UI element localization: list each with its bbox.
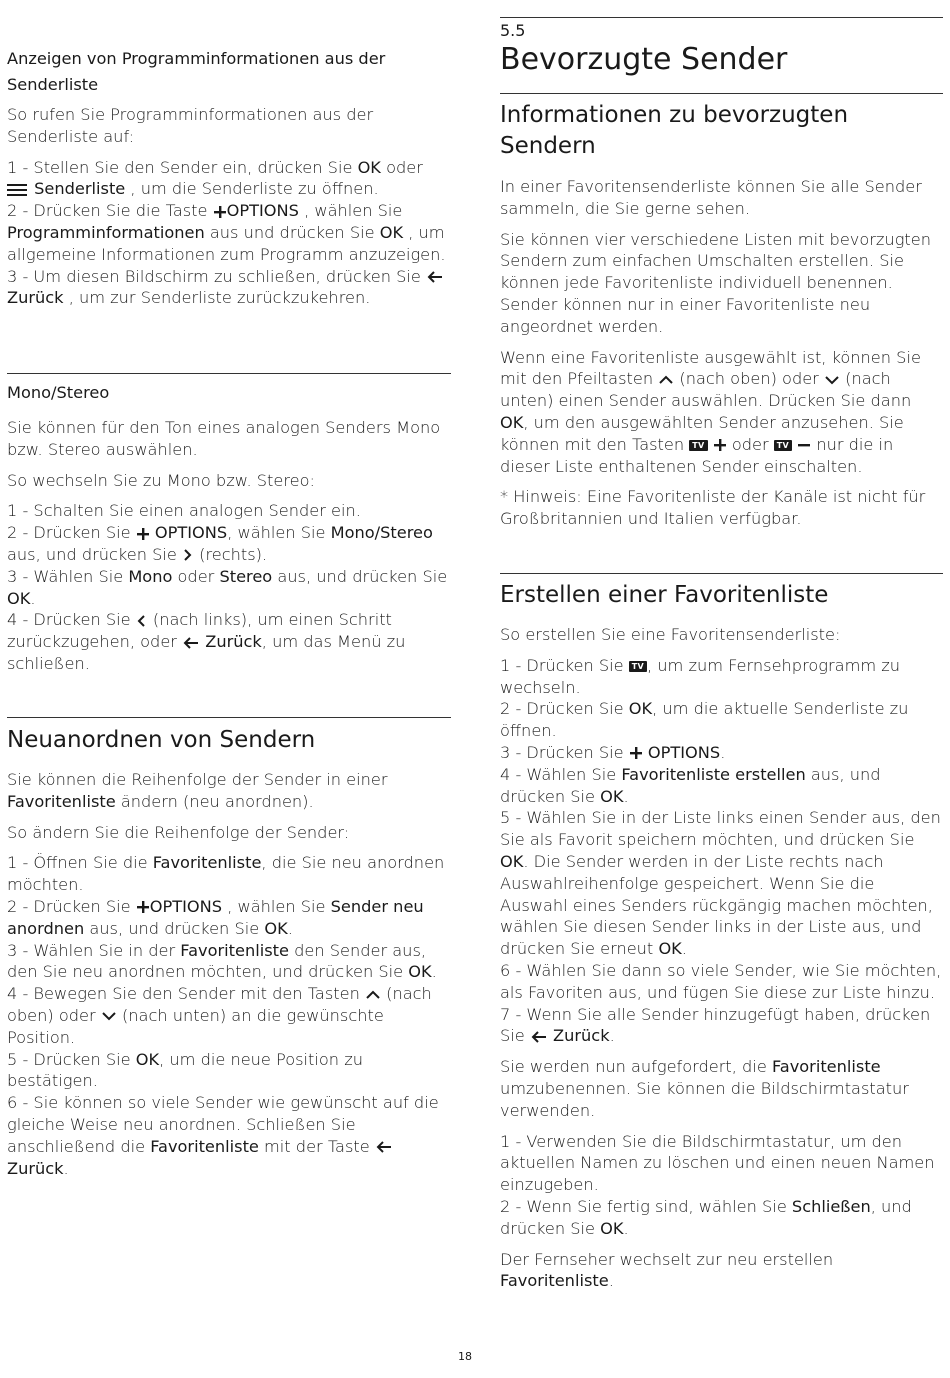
- chevron-right-icon: [182, 548, 194, 562]
- divider: [500, 93, 943, 94]
- text: .: [623, 786, 629, 806]
- text: 5 - Drücken Sie: [7, 1049, 136, 1069]
- minus-icon: [797, 438, 811, 452]
- ok-key: OK: [500, 851, 524, 871]
- reorder-steps: [7, 852, 451, 1179]
- text: (nach oben) oder: [674, 369, 824, 389]
- text: . Die Sender werden in der Liste rechts nach Auswahlreihenfolge gespeichert. Wenn Sie die Auswahl eines Senders rückgängig machen möchten, wählen Sie diesen Sender links in der Liste aus, und drücken Sie erneut: [500, 851, 933, 959]
- back-arrow-icon: [426, 270, 444, 284]
- text: , und drücken Sie: [500, 1196, 912, 1238]
- plus-icon: [213, 205, 227, 219]
- text: den Sender aus, den Sie neu anordnen möchten, und drücken Sie: [7, 940, 427, 982]
- text: aus, und drücken Sie: [500, 764, 881, 806]
- text: aus, und drücken Sie: [84, 918, 265, 938]
- ok-key: OK: [408, 962, 432, 982]
- text: , wählen Sie: [298, 201, 403, 221]
- prog-info-intro: So rufen Sie Programminformationen aus der Senderliste auf:: [7, 105, 374, 146]
- text: 4 - Drücken Sie: [7, 610, 136, 630]
- text: 4 - Bewegen Sie den Sender mit den Tasten: [7, 984, 365, 1004]
- text: oder: [380, 157, 423, 177]
- sender-neu-anordnen-label: Sender neu anordnen: [7, 896, 424, 938]
- back-arrow-icon: [182, 636, 200, 650]
- text: aus, und drücken Sie: [272, 566, 448, 586]
- text: , um die neue Position zu bestätigen.: [7, 1049, 363, 1091]
- mono-intro: Sie können für den Ton eines analogen Senders Mono bzw. Stereo auswählen.: [7, 418, 441, 459]
- text: , um zum Fernsehprogramm zu wechseln.: [500, 655, 901, 697]
- ok-key: OK: [7, 588, 31, 608]
- favoritenliste-label: Favoritenliste: [771, 1057, 881, 1077]
- create-steps: [500, 655, 943, 1047]
- info-p1: In einer Favoritensenderliste können Sie alle Sender sammeln, die Sie gerne sehen.: [500, 177, 922, 218]
- text: (rechts).: [193, 544, 268, 564]
- text: .: [720, 742, 726, 762]
- mono-intro2: So wechseln Sie zu Mono bzw. Stereo:: [7, 470, 315, 490]
- prog-info-heading-line2: Senderliste: [7, 75, 99, 94]
- chevron-down-icon: [101, 1009, 117, 1023]
- final-note: [500, 1249, 943, 1293]
- favoritenliste-label: Favoritenliste: [7, 791, 116, 811]
- create-intro: So erstellen Sie eine Favoritensenderliste:: [500, 625, 841, 644]
- prog-info-section: [7, 46, 451, 309]
- reorder-intro2: So ändern Sie die Reihenfolge der Sender:: [7, 822, 350, 842]
- text: (nach unten) an die gewünschte Position.: [7, 1005, 384, 1047]
- text: (nach oben) oder: [7, 984, 432, 1025]
- favoritenliste-label: Favoritenliste: [152, 853, 262, 873]
- page-title: Bevorzugte Sender: [500, 42, 788, 77]
- rename-steps: [500, 1131, 943, 1240]
- stereo-label: Stereo: [219, 566, 273, 586]
- text: , um allgemeine Informationen zum Programm anzuzeigen.: [7, 222, 446, 264]
- prog-info-steps: [7, 157, 451, 310]
- options-key: OPTIONS: [226, 201, 299, 221]
- text: .: [609, 1026, 615, 1046]
- text: 3 - Um diesen Bildschirm zu schließen, drücken Sie: [7, 266, 427, 286]
- tv-icon: TV: [689, 440, 707, 451]
- favoritenliste-label: Favoritenliste: [500, 1271, 609, 1291]
- divider: [7, 717, 451, 718]
- text: .: [681, 939, 687, 959]
- create-section: [500, 580, 943, 1292]
- divider: [500, 573, 943, 574]
- text: 1 - Öffnen Sie die: [7, 853, 153, 873]
- back-arrow-icon: [530, 1030, 548, 1044]
- create-heading: Erstellen einer Favoritenliste: [500, 582, 829, 608]
- divider: [500, 17, 943, 18]
- text: 6 - Wählen Sie dann so viele Sender, wie Sie möchten, als Favoriten aus, und fügen Sie diese zur Liste hinzu.: [500, 960, 942, 1002]
- text: 2 - Drücken Sie die Taste: [7, 201, 213, 221]
- text: , wählen Sie: [222, 896, 331, 916]
- text: 2 - Wenn Sie fertig sind, wählen Sie: [500, 1196, 792, 1216]
- mono-steps: [7, 500, 451, 674]
- text: aus und drücken Sie: [204, 222, 380, 242]
- back-arrow-icon: [375, 1140, 393, 1154]
- info-section: [500, 100, 943, 530]
- text: .: [623, 1218, 629, 1238]
- plus-icon: [713, 438, 727, 452]
- text: .: [30, 588, 36, 608]
- ok-key: OK: [135, 1049, 160, 1069]
- ok-key: OK: [264, 918, 288, 938]
- text: Der Fernseher wechselt zur neu erstellen: [500, 1249, 834, 1269]
- options-key: OPTIONS: [149, 523, 228, 543]
- text: nur die in dieser Liste enthaltenen Sender einschalten.: [500, 434, 894, 476]
- text: , um die Senderliste zu öffnen.: [125, 179, 379, 199]
- info-heading: Informationen zu bevorzugten Sendern: [500, 102, 849, 159]
- plus-icon: [136, 900, 150, 914]
- text: .: [608, 1271, 614, 1291]
- plus-icon: [136, 527, 150, 541]
- list-icon: [7, 183, 29, 197]
- text: aus, und drücken Sie: [7, 544, 182, 564]
- chevron-left-icon: [136, 614, 148, 628]
- text: .: [431, 962, 437, 982]
- text: , die Sie neu anordnen möchten.: [7, 853, 445, 895]
- reorder-heading: Neuanordnen von Sendern: [7, 727, 316, 753]
- back-key: Zurück: [7, 1158, 64, 1178]
- info-p2: Sie können vier verschiedene Listen mit bevorzugten Sendern zum einfachen Umschalten erstellen. Sie können jede Favoritenliste individuell benennen. Sender können nur in einer Favoritenliste neu angeordnet werden.: [500, 229, 931, 336]
- ok-key: OK: [600, 786, 624, 806]
- ok-key: OK: [500, 412, 524, 432]
- text: 1 - Verwenden Sie die Bildschirmtastatur, um den aktuellen Namen zu löschen und einen neuen Namen einzugeben.: [500, 1131, 935, 1195]
- back-key: Zurück: [7, 288, 64, 308]
- text: 3 - Wählen Sie: [7, 566, 129, 586]
- senderliste-key: Senderliste: [29, 179, 126, 199]
- mono-stereo-section: [7, 380, 451, 675]
- text: .: [287, 918, 293, 938]
- info-note: * Hinweis: Eine Favoritenliste der Kanäle ist nicht für Großbritannien und Italien verfügbar.: [500, 487, 926, 529]
- reorder-intro: [7, 769, 451, 813]
- text: Wenn eine Favoritenliste ausgewählt ist, können Sie mit den Pfeiltasten: [500, 347, 921, 389]
- back-key: Zurück: [547, 1026, 610, 1046]
- plus-icon: [629, 746, 643, 760]
- favoritenliste-label: Favoritenliste: [150, 1136, 259, 1156]
- programminformationen-label: Programminformationen: [7, 222, 205, 242]
- text: , um das Menü zu schließen.: [7, 632, 406, 673]
- text: 5 - Wählen Sie in der Liste links einen Sender aus, den Sie als Favorit speichern möchten, und drücken Sie: [500, 808, 941, 850]
- favoritenliste-label: Favoritenliste: [180, 940, 289, 960]
- text: 7 - Wenn Sie alle Sender hinzugefügt haben, drücken Sie: [500, 1004, 931, 1046]
- text: (nach links), um einen Schritt zurückzugehen, oder: [7, 610, 392, 652]
- reorder-section: [7, 725, 451, 1179]
- mono-stereo-heading: Mono/Stereo: [7, 383, 110, 402]
- text: Sie können die Reihenfolge der Sender in einer: [7, 770, 388, 789]
- text: mit der Taste: [258, 1136, 375, 1156]
- text: , um zur Senderliste zurückzukehren.: [63, 288, 371, 308]
- text: 2 - Drücken Sie: [500, 699, 629, 719]
- text: 3 - Wählen Sie in der: [7, 940, 181, 960]
- tv-icon: TV: [774, 440, 792, 451]
- text: 1 - Schalten Sie einen analogen Sender ein.: [7, 501, 361, 521]
- text: , um die aktuelle Senderliste zu öffnen.: [500, 699, 909, 741]
- ok-key: OK: [357, 157, 381, 177]
- info-p3: [500, 347, 943, 478]
- chevron-up-icon: [365, 988, 381, 1002]
- mono-label: Mono: [128, 566, 173, 586]
- prog-info-heading-line1: Anzeigen von Programminformationen aus der: [7, 49, 386, 68]
- mono-stereo-label: Mono/Stereo: [330, 523, 433, 543]
- text: 2 - Drücken Sie: [7, 896, 136, 916]
- text: ändern (neu anordnen).: [115, 791, 314, 811]
- text: oder: [726, 434, 774, 454]
- section-number: 5.5: [500, 21, 526, 40]
- text: (nach unten) einen Sender auswählen. Drücken Sie dann: [500, 369, 912, 411]
- ok-key: OK: [600, 1218, 624, 1238]
- text: 3 - Drücken Sie: [500, 742, 629, 762]
- favoritenliste-erstellen-label: Favoritenliste erstellen: [621, 764, 806, 784]
- ok-key: OK: [379, 222, 404, 242]
- options-key: OPTIONS: [149, 896, 223, 916]
- tv-icon: TV: [629, 661, 647, 672]
- text: 1 - Stellen Sie den Sender ein, drücken Sie: [7, 157, 358, 177]
- text: .: [63, 1158, 69, 1178]
- text: oder: [172, 566, 220, 586]
- back-key: Zurück: [200, 632, 262, 652]
- ok-key: OK: [658, 939, 682, 959]
- text: 2 - Drücken Sie: [7, 523, 136, 543]
- chevron-down-icon: [824, 373, 840, 387]
- divider: [7, 373, 451, 374]
- chevron-up-icon: [658, 373, 674, 387]
- text: , wählen Sie: [227, 523, 331, 543]
- prog-info-heading: [7, 46, 451, 98]
- text: 4 - Wählen Sie: [500, 764, 622, 784]
- rename-intro: [500, 1056, 943, 1121]
- text: , um den ausgewählten Sender anzusehen. Sie können mit den Tasten: [500, 412, 904, 454]
- text: 1 - Drücken Sie: [500, 655, 629, 675]
- page-number: 18: [458, 1350, 472, 1363]
- text: 6 - Sie können so viele Sender wie gewünscht auf die gleiche Weise neu anordnen. Schließen Sie anschließend die: [7, 1093, 439, 1156]
- text: umzubenennen. Sie können die Bildschirmtastatur verwenden.: [500, 1078, 909, 1120]
- schliessen-label: Schließen: [791, 1196, 871, 1216]
- text: Sie werden nun aufgefordert, die: [500, 1057, 772, 1077]
- options-key: OPTIONS: [642, 742, 721, 762]
- ok-key: OK: [628, 699, 653, 719]
